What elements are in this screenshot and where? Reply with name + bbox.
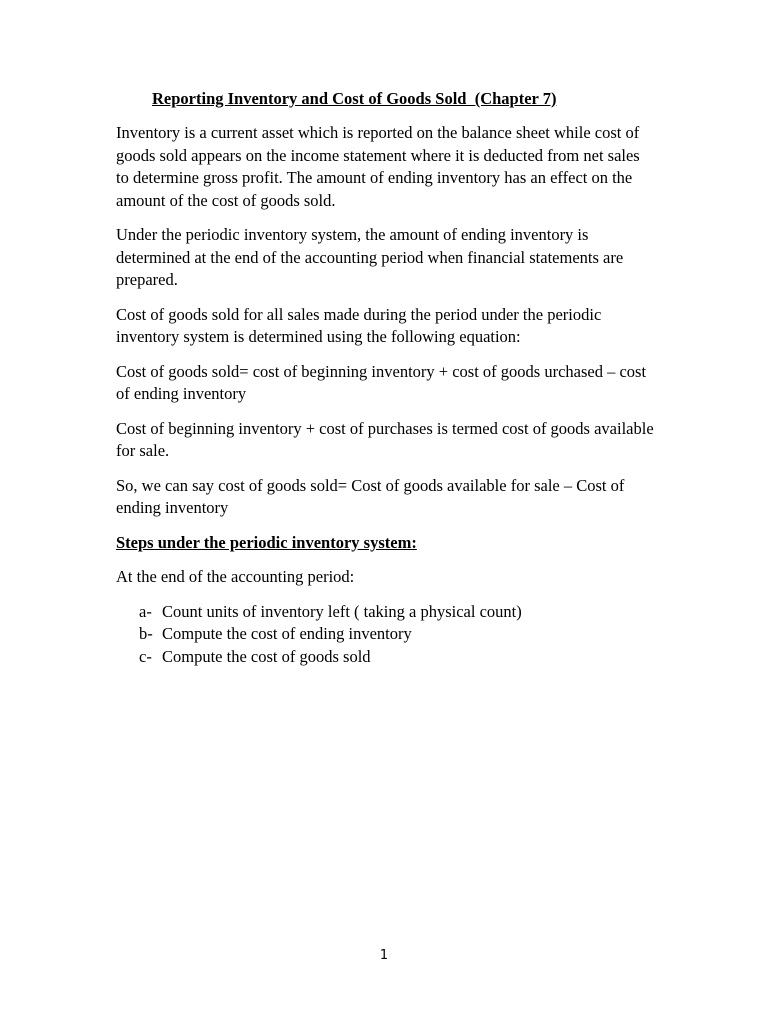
steps-heading: Steps under the periodic inventory system: [116,532,417,552]
list-item-text: Compute the cost of ending inventory [162,624,412,643]
list-item-marker: a- [139,601,152,621]
list-item-marker: b- [139,624,153,643]
paragraph-cogs-summary: So, we can say cost of goods sold= Cost of goods available for sale – Cost of ending inventory [116,475,625,517]
list-item [139,646,656,669]
list-item-text: Compute the cost of goods sold [162,646,371,666]
document-title: Reporting Inventory and Cost of Goods Sold (Chapter 7) [152,89,557,108]
paragraph-periodic-system: Under the periodic inventory system, the amount of ending inventory is determined at the end of the accounting period when financial statements are prepared. [116,225,624,289]
paragraph-cogs-equation: Cost of goods sold= cost of beginning inventory + cost of goods urchased – cost of ending inventory [116,361,647,403]
page-number: 1 [379,948,389,963]
list-item-text: Count units of inventory left ( taking a physical count) [162,601,522,621]
steps-list [116,601,656,669]
list-item [139,623,656,646]
list-item-marker: c- [139,646,152,666]
paragraph-equation-intro: Cost of goods sold for all sales made during the period under the periodic inventory system is determined using the following equation: [116,304,602,346]
paragraph-goods-available: Cost of beginning inventory + cost of purchases is termed cost of goods available for sale. [116,418,654,460]
document-body [116,88,656,668]
list-item [139,601,656,624]
paragraph-inventory-definition: Inventory is a current asset which is reported on the balance sheet while cost of goods sold appears on the income statement where it is deducted from net sales to determine gross profit. The amount of ending inventory has an effect on the amount of the cost of goods sold. [116,123,640,210]
steps-intro: At the end of the accounting period: [116,567,355,586]
